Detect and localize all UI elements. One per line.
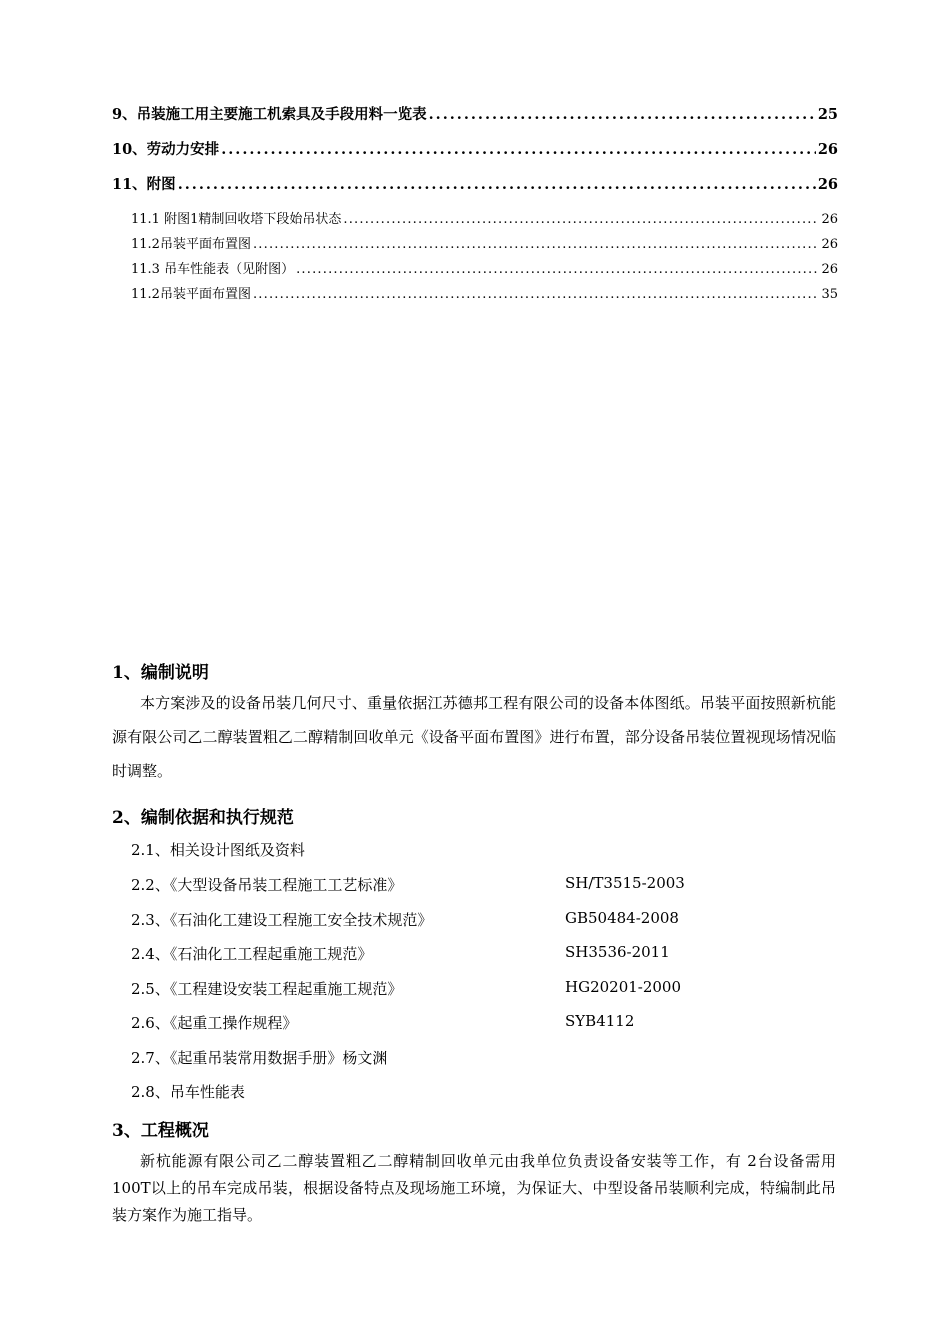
toc-entry-title: 10、劳动力安排 bbox=[112, 141, 220, 158]
toc-leader-dots bbox=[221, 141, 816, 158]
toc-entry-title: 9、吊装施工用主要施工机索具及手段用料一览表 bbox=[112, 106, 427, 123]
reference-title: 2.6、《起重工操作规程》 bbox=[131, 1014, 298, 1032]
reference-title: 2.8、吊车性能表 bbox=[131, 1083, 245, 1101]
toc-entry[interactable] bbox=[112, 138, 838, 158]
section-1-paragraph: 本方案涉及的设备吊装几何尺寸、重量依据江苏德邦工程有限公司的设备本体图纸。吊装平面按照新杭能源有限公司乙二醇装置粗乙二醇精制回收单元《设备平面布置图》进行布置，部分设备吊装位置视现场情况临时调整。 bbox=[112, 694, 836, 780]
toc-entry-title: 11.2吊装平面布置图 bbox=[131, 237, 251, 251]
reference-item bbox=[131, 1012, 751, 1034]
reference-title: 2.3、《石油化工建设工程施工安全技术规范》 bbox=[131, 911, 433, 929]
toc-entry-title: 11、附图 bbox=[112, 176, 176, 193]
section-1-heading: 1、编制说明 bbox=[112, 663, 209, 683]
toc-entry-page: 26 bbox=[817, 176, 838, 193]
reference-item bbox=[131, 978, 751, 1000]
reference-item bbox=[131, 909, 751, 931]
toc-leader-dots bbox=[343, 212, 819, 226]
section-1-body bbox=[112, 686, 836, 788]
reference-item bbox=[131, 943, 751, 965]
section-3-paragraph: 新杭能源有限公司乙二醇装置粗乙二醇精制回收单元由我单位负责设备安装等工作，有 2台设备需用100T以上的吊车完成吊装，根据设备特点及现场施工环境，为保证大、中型设备吊装顺利完成，特编制此吊装方案作为施工指导。 bbox=[112, 1152, 836, 1224]
toc-entry-page: 26 bbox=[821, 237, 838, 251]
toc-entry-page: 26 bbox=[821, 262, 838, 276]
reference-item bbox=[131, 1081, 751, 1103]
section-3-body bbox=[112, 1148, 836, 1229]
reference-code: GB50484-2008 bbox=[565, 909, 679, 927]
toc-entry-title: 11.3 吊车性能表（见附图） bbox=[131, 262, 295, 276]
toc-subentry[interactable] bbox=[131, 258, 838, 276]
reference-title: 2.5、《工程建设安装工程起重施工规范》 bbox=[131, 980, 403, 998]
toc-leader-dots bbox=[253, 237, 820, 251]
toc-subentry[interactable] bbox=[131, 208, 838, 226]
toc-leader-dots bbox=[178, 176, 816, 193]
reference-item bbox=[131, 839, 751, 861]
toc-leader-dots bbox=[296, 262, 819, 276]
toc-entry-title: 11.1 附图1精制回收塔下段始吊状态 bbox=[131, 212, 342, 226]
toc-leader-dots bbox=[253, 287, 820, 301]
toc-leader-dots bbox=[429, 106, 816, 123]
reference-title: 2.7、《起重吊装常用数据手册》杨文渊 bbox=[131, 1049, 388, 1067]
toc-entry-title: 11.2吊装平面布置图 bbox=[131, 287, 251, 301]
toc-entry-page: 25 bbox=[817, 106, 838, 123]
toc-entry[interactable] bbox=[112, 173, 838, 193]
reference-code: SYB4112 bbox=[565, 1012, 635, 1030]
reference-title: 2.2、《大型设备吊装工程施工工艺标准》 bbox=[131, 876, 403, 894]
reference-code: HG20201-2000 bbox=[565, 978, 682, 996]
toc-subentry[interactable] bbox=[131, 233, 838, 251]
section-3-heading: 3、工程概况 bbox=[112, 1121, 209, 1141]
section-2-heading: 2、编制依据和执行规范 bbox=[112, 808, 294, 828]
toc-entry-page: 35 bbox=[821, 287, 838, 301]
reference-code: SH3536-2011 bbox=[565, 943, 670, 961]
reference-item bbox=[131, 1047, 751, 1069]
toc-subentry[interactable] bbox=[131, 283, 838, 301]
toc-entry-page: 26 bbox=[821, 212, 838, 226]
reference-code: SH/T3515-2003 bbox=[565, 874, 685, 892]
reference-title: 2.4、《石油化工工程起重施工规范》 bbox=[131, 945, 373, 963]
reference-item bbox=[131, 874, 751, 896]
reference-title: 2.1、相关设计图纸及资料 bbox=[131, 841, 305, 859]
toc-entry-page: 26 bbox=[817, 141, 838, 158]
toc-entry[interactable] bbox=[112, 103, 838, 123]
